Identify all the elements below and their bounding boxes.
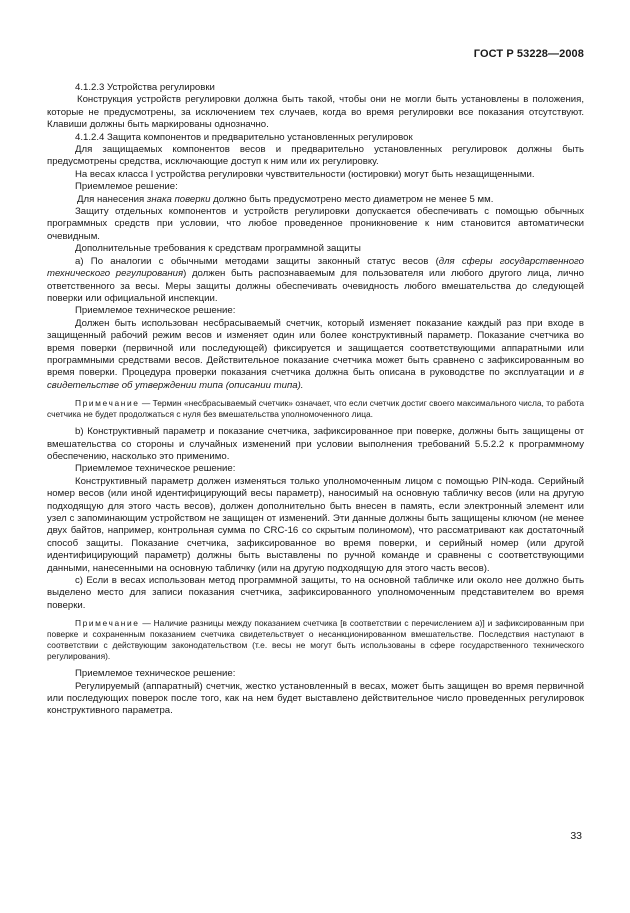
paragraph-software-protection: Защиту отдельных компонентов и устройств регулировки допускается обеспечивать с помощью обычных программных средств при условии, что любое проведенное проникновение к ним становится автоматически очевидным. <box>47 206 584 242</box>
emphasis-regulation-scope: для сферы государственного технического регулирования <box>47 255 584 280</box>
note-label: Примечание <box>75 398 140 409</box>
acceptable-technical-solution-label: Приемлемое техническое решение: <box>75 668 236 680</box>
text-segment: а) По аналогии с обычными методами защиты законный статус весов ( <box>75 255 439 267</box>
note-text: — Наличие разницы между показанием счетчика [в соответствии с перечислением а)] и зафиксированным при поверке и сохраненным показанием счетчика свидетельствует о несанкционированном вмешательстве. Последствия наступают в соответствии с действующим законодательством (т.е. весы не могут быть использованы в сфере государственного технического регулирования). <box>47 618 584 662</box>
section-heading-4-1-2-3: 4.1.2.3 Устройства регулировки <box>75 82 215 93</box>
paragraph-item-b: b) Конструктивный параметр и показание счетчика, зафиксированное при поверке, должны быть защищены от вмешательства со стороны и случайных изменений при условии выполнения требований 5.5.2.2 к программному обеспечению, насколько это применимо. <box>47 426 584 462</box>
note-counter-difference <box>47 618 584 662</box>
paragraph-hardware-counter: Регулируемый (аппаратный) счетчик, жестко установленный в весах, может быть защищен во время первичной или последующих поверок после того, как на нем будет выставлено действительное число проведенных регулировок конструктивного параметра. <box>47 680 584 717</box>
document-body <box>47 82 584 718</box>
paragraph-item-c: с) Если в весах использован метод программной защиты, то на основной табличке или около нее должно быть выделено место для записи показания счетчика, зафиксированного уполномоченным представителем во время поверки. <box>47 575 584 611</box>
acceptable-technical-solution-label: Приемлемое техническое решение: <box>75 305 236 317</box>
note-label: Примечание <box>75 618 140 629</box>
paragraph-adjustment-design: Конструкция устройств регулировки должна быть такой, чтобы они не могли быть установлены в положения, которые не предусмотрены, за исключением тех случаев, когда во время регулировки все показания отсутствуют. Клавиши должны быть маркированы однозначно. <box>47 94 584 131</box>
text-segment: Для нанесения <box>77 193 147 205</box>
acceptable-solution-label: Приемлемое решение: <box>75 181 178 193</box>
paragraph-verification-mark <box>47 194 584 206</box>
note-nonresettable-counter <box>47 398 584 420</box>
text-segment: ) должен быть распознаваемым для пользователя или любого другого лица, лично ответственного за весы. Меры защиты должны обеспечивать очевидность любого вмешательства до следующей поверки или официальной инспекции. <box>47 268 584 304</box>
paragraph-additional-requirements: Дополнительные требования к средствам программной защиты <box>75 243 361 255</box>
text-segment: должно быть предусмотрено место диаметром не менее 5 мм. <box>210 193 494 205</box>
paragraph-event-counter <box>47 318 584 392</box>
emphasis-type-certificate: в свидетельстве об утверждении типа (описании типа). <box>47 367 584 391</box>
emphasis-verification-mark: знака поверки <box>146 193 211 205</box>
note-text: — Термин «несбрасываемый счетчик» означает, что если счетчик достиг своего максимального числа, то работа счетчика не будет продолжаться с нуля без вмешательства уполномоченного лица. <box>47 398 584 420</box>
acceptable-technical-solution-label: Приемлемое техническое решение: <box>75 463 236 475</box>
section-heading-4-1-2-4: 4.1.2.4 Защита компонентов и предварительно установленных регулировок <box>75 131 413 143</box>
paragraph-pin-code: Конструктивный параметр должен изменяться только уполномоченным лицом с помощью PIN-кода. Серийный номер весов (или иной идентифицирующий весы параметр), наносимый на основную табличку весов (или на другую подходящую для этого часть весов), должен дополнительно быть внесен в память, если электронный элемент или узел с запоминающим устройством не защищен от изменений. Эти данные должны быть защищены ключом (не менее двух байтов, например, контрольная сумма по CRC-16 со скрытым полиномом), что рассматривают как достаточный способ защиты. Показание счетчика, зафиксированное во время поверки, и серийный номер (или другой идентифицирующий параметр) должны быть выставлены по ручной команде и сравнены с соответствующими данными, нанесенными на основную табличку (или на другую подходящую для этого часть весов). <box>47 475 584 574</box>
paragraph-item-a <box>47 256 584 306</box>
paragraph-protection-means: Для защищаемых компонентов весов и предварительно установленных регулировок должны быть предусмотрены средства, исключающие доступ к ним или их регулировку. <box>47 144 584 168</box>
paragraph-class-one-scales: На весах класса I устройства регулировки чувствительности (юстировки) могут быть незащищенными. <box>75 168 535 180</box>
text-segment: Должен быть использован несбрасываемый счетчик, который изменяет показание каждый раз при входе в защищенный рабочий режим весов и изменяет один или более конструктивный параметр. Показание счетчика во время поверки (первичной или последующей) фиксируется и защищается соответствующими аппаратными или программными средствами весов. Действительное показание счетчика может быть сравнено с зафиксированным во время поверки. Процедура проверки показания счетчика должна быть описана в руководстве по эксплуатации и <box>47 317 584 379</box>
page-number: 33 <box>570 830 582 842</box>
standard-header: ГОСТ Р 53228—2008 <box>473 48 584 60</box>
